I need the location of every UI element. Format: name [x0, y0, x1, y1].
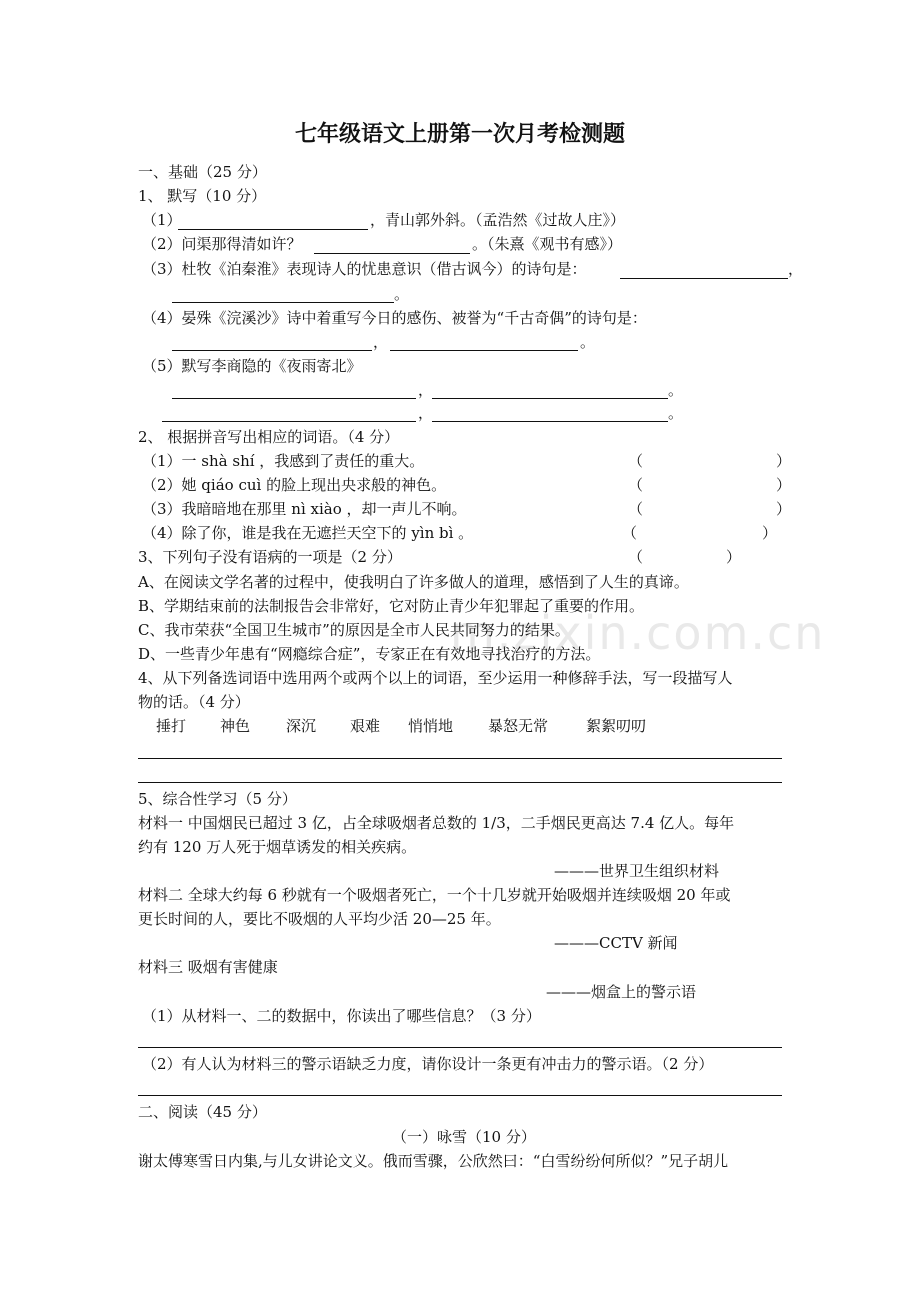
q4-word-1: 捶打 [156, 717, 187, 735]
q1-item4-end: 。 [580, 333, 596, 351]
q1-item5-blank1[interactable] [172, 398, 416, 399]
q4-heading-line1: 4、从下列备选词语中选用两个或两个以上的词语，至少运用一种修辞手法，写一段描写人 [138, 669, 733, 687]
q1-item5-end2: 。 [668, 404, 684, 422]
q1-item4-blank1[interactable] [172, 350, 372, 351]
q5-heading: 5、综合性学习（5 分） [138, 790, 297, 808]
q3-option-d: D、一些青少年患有“网瘾综合症”，专家正在有效地寻找治疗的方法。 [138, 645, 601, 663]
q2-item3-answer-close: ） [776, 500, 792, 518]
q1-item5-comma2: ， [418, 404, 434, 422]
q4-heading-line2: 物的话。（4 分） [138, 693, 250, 711]
q4-word-3: 深沉 [286, 717, 317, 735]
q4-word-5: 悄悄地 [408, 717, 454, 735]
watermark: m.zixin.com.cn [450, 606, 826, 660]
q4-answer-line-2[interactable] [138, 782, 782, 783]
q1-item1-text: ，青山郭外斜。（孟浩然《过故人庄》） [370, 211, 626, 229]
q2-item1-answer-open: （ [628, 452, 644, 470]
q1-item2-text: （2）问渠那得清如许？ [142, 235, 302, 253]
q4-answer-line-1[interactable] [138, 758, 782, 759]
q1-heading: 1、 默写（10 分） [138, 187, 267, 205]
q1-item3-text: （3）杜牧《泊秦淮》表现诗人的忧患意识（借古讽今）的诗句是： [142, 260, 587, 278]
q1-item5-blank4[interactable] [432, 421, 668, 422]
q3-heading: 3、下列句子没有语病的一项是（2 分） [138, 548, 402, 566]
material1-line2: 约有 120 万人死于烟草诱发的相关疾病。 [138, 838, 417, 856]
q5-sub1-answer-line[interactable] [138, 1047, 782, 1048]
q1-item3-blank1[interactable] [620, 278, 788, 279]
q5-sub2: （2）有人认为材料三的警示语缺乏力度，请你设计一条更有冲击力的警示语。（2 分） [142, 1055, 714, 1073]
q3-option-a: A、在阅读文学名著的过程中，使我明白了许多做人的道理，感悟到了人生的真谛。 [138, 573, 689, 591]
material3-line1: 材料三 吸烟有害健康 [138, 958, 278, 976]
q2-item4-answer-open: （ [622, 524, 638, 542]
material2-line2: 更长时间的人，要比不吸烟的人平均少活 20—25 年。 [138, 910, 501, 928]
q1-item5-comma1: ， [418, 381, 434, 399]
q4-word-4: 艰难 [350, 717, 381, 735]
q2-item4: （4）除了你，谁是我在无遮拦天空下的 yìn bì 。 [142, 524, 474, 542]
reading-text-line1: 谢太傅寒雪日内集,与儿女讲论文义。俄而雪骤，公欣然曰：“白雪纷纷何所似？”兄子胡儿 [138, 1152, 729, 1170]
q2-heading: 2、 根据拼音写出相应的词语。（4 分） [138, 428, 400, 446]
q5-sub1: （1）从材料一、二的数据中，你读出了哪些信息？（3 分） [142, 1007, 541, 1025]
q2-item1: （1）一 shà shí ，我感到了责任的重大。 [142, 452, 425, 470]
q1-item4-text: （4）晏殊《浣溪沙》诗中着重写今日的感伤、被誉为“千古奇偶”的诗句是： [142, 309, 647, 327]
q3-option-c: C、我市荣获“全国卫生城市”的原因是全市人民共同努力的结果。 [138, 621, 570, 639]
q1-item1-blank[interactable] [178, 229, 368, 230]
q1-item1-number: （1） [142, 211, 182, 229]
section-heading-reading: 二、阅读（45 分） [138, 1103, 267, 1121]
q4-word-7: 絮絮叨叨 [586, 717, 647, 735]
q4-word-2: 神色 [220, 717, 251, 735]
q1-item5-text: （5）默写李商隐的《夜雨寄北》 [142, 357, 362, 375]
q5-sub2-answer-line[interactable] [138, 1095, 782, 1096]
material2-line1: 材料二 全球大约每 6 秒就有一个吸烟者死亡，一个十几岁就开始吸烟并连续吸烟 20 年或 [138, 886, 731, 904]
page-title: 七年级语文上册第一次月考检测题 [294, 122, 625, 147]
q2-item4-answer-close: ） [762, 524, 778, 542]
q1-item5-blank3[interactable] [162, 421, 416, 422]
q2-item2-answer-close: ） [776, 476, 792, 494]
reading-sub-heading: （一）咏雪（10 分） [392, 1128, 536, 1146]
q1-item5-end1: 。 [668, 381, 684, 399]
q3-answer-close: ） [726, 548, 742, 566]
q2-item1-answer-close: ） [776, 452, 792, 470]
q2-item2: （2）她 qiáo cuì 的脸上现出央求般的神色。 [142, 476, 447, 494]
material2-source: ———CCTV 新闻 [554, 934, 678, 952]
q1-item4-blank2[interactable] [390, 350, 578, 351]
q2-item3: （3）我暗暗地在那里 nì xiào ，却一声儿不响。 [142, 500, 467, 518]
q1-item2-blank[interactable] [314, 253, 470, 254]
q3-answer-open: （ [628, 548, 644, 566]
section-heading-basics: 一、基础（25 分） [138, 163, 267, 181]
q1-item2-tail: 。（朱熹《观书有感》） [472, 235, 623, 253]
q2-item2-answer-open: （ [628, 476, 644, 494]
material3-source: ———烟盒上的警示语 [546, 983, 697, 1001]
q2-item3-answer-open: （ [628, 500, 644, 518]
q1-item4-comma: ， [373, 333, 389, 351]
q1-item3-blank2[interactable] [172, 302, 394, 303]
q3-option-b: B、学期结束前的法制报告会非常好，它对防止青少年犯罪起了重要的作用。 [138, 597, 645, 615]
material1-source: ———世界卫生组织材料 [554, 862, 720, 880]
q1-item3-end: 。 [394, 285, 410, 303]
q1-item5-blank2[interactable] [432, 398, 668, 399]
q1-item3-comma: ， [788, 260, 804, 278]
material1-line1: 材料一 中国烟民已超过 3 亿，占全球吸烟者总数的 1/3，二手烟民更高达 7.4 亿人。每年 [138, 814, 735, 832]
q4-word-6: 暴怒无常 [488, 717, 549, 735]
